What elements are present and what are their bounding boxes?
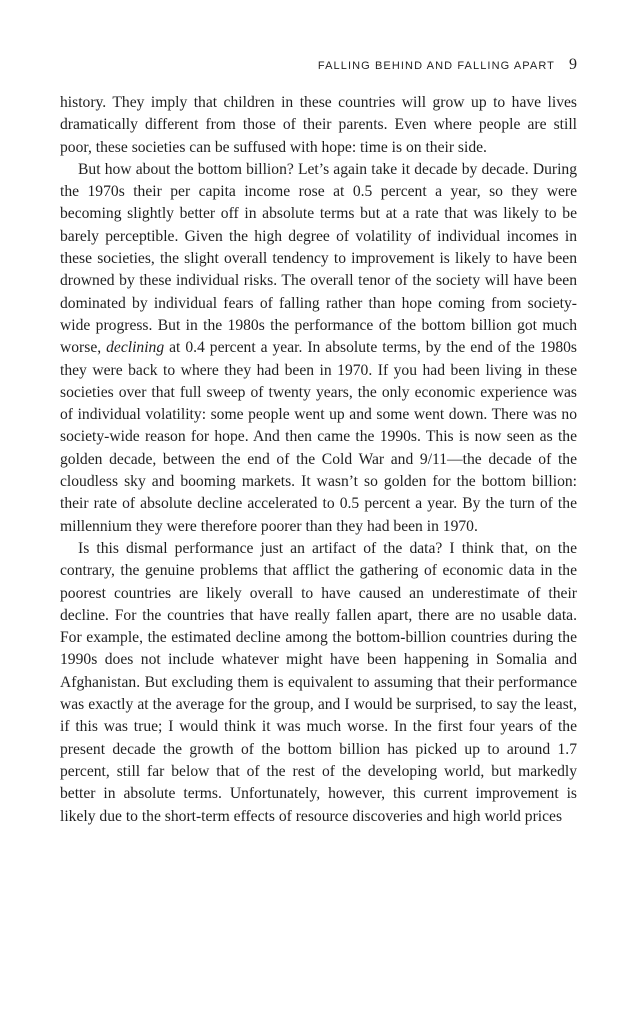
page-number: 9 — [569, 56, 577, 73]
emphasis-word: declining — [106, 339, 165, 357]
body-text — [60, 92, 577, 828]
paragraph-text: history. They imply that children in these countries will grow up to have lives dramatically different from those of their parents. Even where people are still poor, these societies can be suffused with hope: time is on their side. — [60, 94, 577, 156]
paragraph-data-artifact — [60, 538, 577, 828]
paragraph-text: Is this dismal performance just an artifact of the data? I think that, on the contrary, the genuine problems that afflict the gathering of economic data in the poorest countries are likely overall to have caused an underestimate of their decline. For the countries that have really fallen apart, there are no usable data. For example, the estimated decline among the bottom-billion countries during the 1990s does not include whatever might have been happening in Somalia and Afghanistan. But excluding them is equivalent to assuming that their performance was exactly at the average for the group, and I would be surprised, to say the least, if this was true; I would think it was much worse. In the first four years of the present decade the growth of the bottom billion has picked up to around 1.7 percent, still far below that of the rest of the developing world, but markedly better in absolute terms. Unfortunately, however, this current improvement is likely due to the short-term effects of resource discoveries and high world prices — [60, 539, 577, 825]
paragraph-text: But how about the bottom billion? Let’s again take it decade by decade. During the 1970s their per capita income rose at 0.5 percent a year, so they were becoming slightly better off in absolute terms but at a rate that was likely to be barely perceptible. Given the high degree of volatility of individual incomes in these societies, the slight overall tendency to improvement is likely to have been drowned by these individual risks. The overall tenor of the society will have been dominated by individual fears of falling rather than hope coming from society-wide progress. But in the 1980s the performance of the bottom billion got much worse, — [60, 160, 577, 357]
running-title: FALLING BEHIND AND FALLING APART — [317, 60, 555, 72]
running-head — [318, 56, 577, 74]
paragraph-text: at 0.4 percent a year. In absolute terms, by the end of the 1980s they were back to where they had been in 1970. If you had been living in these societies over that full sweep of twenty years, the only economic experience was of individual volatility: some people went up and some went down. There was no society-wide reason for hope. And then came the 1990s. This is now seen as the golden decade, between the end of the Cold War and 9/11—the decade of the cloudless sky and booming markets. It wasn’t so golden for the bottom billion: their rate of absolute decline accelerated to 0.5 percent a year. By the turn of the millennium they were therefore poorer than they had been in 1970. — [60, 339, 577, 535]
paragraph-bottom-billion-decades — [60, 159, 577, 538]
paragraph-continuation — [60, 92, 577, 159]
